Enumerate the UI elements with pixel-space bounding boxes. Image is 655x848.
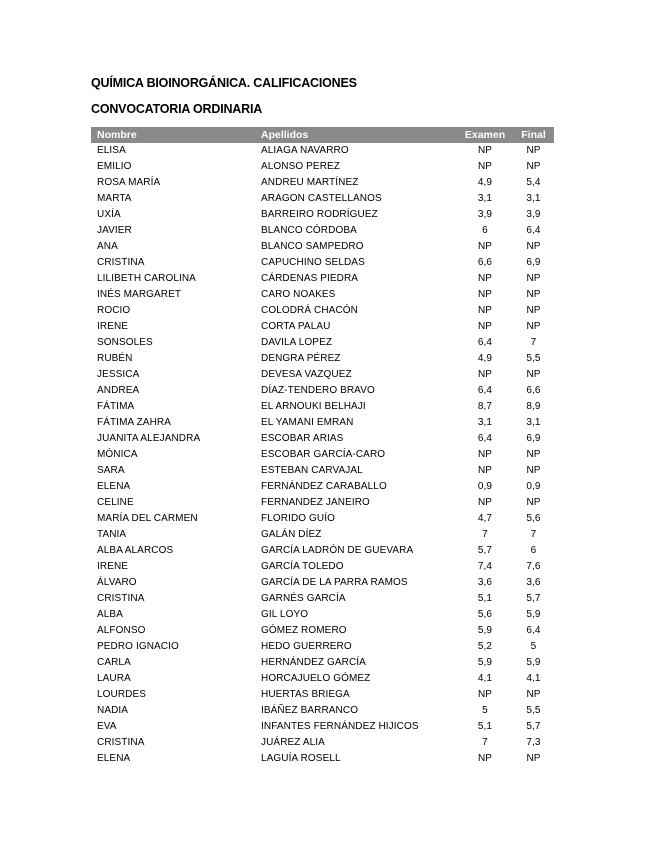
cell-nombre: INÉS MARGARET — [97, 289, 182, 300]
cell-apellidos: CAPUCHINO SELDAS — [261, 257, 365, 268]
cell-apellidos: LAGUÍA ROSELL — [261, 753, 341, 764]
cell-examen: 6,4 — [477, 433, 493, 444]
cell-nombre: LAURA — [97, 673, 131, 684]
cell-final: 4,1 — [526, 673, 541, 684]
header-final: Final — [521, 129, 546, 141]
table-row — [91, 367, 554, 383]
cell-nombre: NADIA — [97, 705, 129, 716]
cell-examen: 5,7 — [477, 545, 493, 556]
header-apellidos: Apellidos — [261, 129, 309, 141]
table-row — [91, 479, 554, 495]
cell-final: 5 — [530, 641, 537, 652]
cell-nombre: PEDRO IGNACIO — [97, 641, 179, 652]
cell-final: NP — [526, 241, 541, 252]
table-row — [91, 607, 554, 623]
cell-final: 6,4 — [526, 225, 541, 236]
table-row — [91, 287, 554, 303]
cell-final: 5,9 — [526, 609, 541, 620]
cell-apellidos: JUÁREZ ALIA — [261, 737, 325, 748]
table-row — [91, 207, 554, 223]
cell-nombre: ANDREA — [97, 385, 140, 396]
table-row — [91, 223, 554, 239]
cell-apellidos: CÁRDENAS PIEDRA — [261, 273, 359, 284]
cell-final: 8,9 — [526, 401, 541, 412]
table-row — [91, 159, 554, 175]
table-row — [91, 735, 554, 751]
cell-final: 6 — [530, 545, 537, 556]
cell-apellidos: HEDO GUERRERO — [261, 641, 352, 652]
table-row — [91, 319, 554, 335]
document-subtitle: CONVOCATORIA ORDINARIA — [91, 102, 263, 116]
cell-apellidos: DAVILA LOPEZ — [261, 337, 333, 348]
cell-final: NP — [526, 369, 541, 380]
cell-nombre: MARTA — [97, 193, 132, 204]
cell-final: 6,9 — [526, 433, 541, 444]
cell-final: 6,4 — [526, 625, 541, 636]
table-row — [91, 543, 554, 559]
grades-table — [91, 127, 554, 767]
cell-examen: 3,9 — [477, 209, 493, 220]
cell-final: 3,9 — [526, 209, 541, 220]
cell-nombre: LOURDES — [97, 689, 147, 700]
cell-nombre: CELINE — [97, 497, 134, 508]
cell-final: 6,9 — [526, 257, 541, 268]
cell-apellidos: GALÁN DÍEZ — [261, 529, 322, 540]
cell-apellidos: DEVESA VAZQUEZ — [261, 369, 352, 380]
cell-apellidos: BLANCO CÓRDOBA — [261, 225, 357, 236]
cell-examen: NP — [477, 145, 493, 156]
cell-nombre: CARLA — [97, 657, 131, 668]
cell-apellidos: FERNÁNDEZ CARABALLO — [261, 481, 387, 492]
table-row — [91, 191, 554, 207]
cell-nombre: EVA — [97, 721, 117, 732]
cell-apellidos: CORTA PALAU — [261, 321, 331, 332]
cell-final: 7 — [530, 337, 537, 348]
cell-examen: 4,7 — [477, 513, 493, 524]
cell-final: 3,1 — [526, 417, 541, 428]
cell-final: 7,3 — [526, 737, 541, 748]
cell-examen: 8,7 — [477, 401, 493, 412]
cell-nombre: RUBÉN — [97, 353, 133, 364]
table-row — [91, 383, 554, 399]
cell-nombre: JESSICA — [97, 369, 140, 380]
cell-apellidos: IBÁÑEZ BARRANCO — [261, 705, 359, 716]
cell-final: NP — [526, 161, 541, 172]
table-row — [91, 719, 554, 735]
cell-final: 6,6 — [526, 385, 541, 396]
document-title: QUÍMICA BIOINORGÁNICA. CALIFICACIONES — [91, 76, 357, 90]
cell-examen: 5 — [482, 705, 488, 716]
cell-final: 5,5 — [526, 353, 541, 364]
cell-nombre: IRENE — [97, 321, 129, 332]
cell-nombre: ALFONSO — [97, 625, 146, 636]
cell-nombre: ELENA — [97, 753, 131, 764]
cell-final: NP — [526, 289, 541, 300]
cell-final: NP — [526, 753, 541, 764]
cell-nombre: CRISTINA — [97, 737, 145, 748]
cell-nombre: TANIA — [97, 529, 127, 540]
cell-examen: NP — [477, 465, 493, 476]
cell-examen: 3,6 — [477, 577, 493, 588]
table-row — [91, 639, 554, 655]
table-row — [91, 351, 554, 367]
table-row — [91, 751, 554, 767]
cell-nombre: JAVIER — [97, 225, 132, 236]
header-nombre: Nombre — [97, 129, 137, 141]
cell-nombre: CRISTINA — [97, 593, 145, 604]
cell-nombre: IRENE — [97, 561, 129, 572]
table-row — [91, 495, 554, 511]
table-row — [91, 143, 554, 159]
cell-apellidos: BLANCO SAMPEDRO — [261, 241, 364, 252]
cell-apellidos: FERNANDEZ JANEIRO — [261, 497, 370, 508]
cell-final: NP — [526, 497, 541, 508]
cell-apellidos: EL YAMANI EMRAN — [261, 417, 354, 428]
table-row — [91, 687, 554, 703]
cell-apellidos: ESCOBAR ARIAS — [261, 433, 344, 444]
table-row — [91, 527, 554, 543]
cell-examen: NP — [477, 321, 493, 332]
table-row — [91, 399, 554, 415]
cell-examen: NP — [477, 753, 493, 764]
cell-nombre: JUANITA ALEJANDRA — [97, 433, 201, 444]
cell-nombre: CRISTINA — [97, 257, 145, 268]
table-row — [91, 335, 554, 351]
cell-nombre: ROSA MARÍA — [97, 177, 161, 188]
cell-apellidos: ESTEBAN CARVAJAL — [261, 465, 363, 476]
cell-apellidos: GÓMEZ ROMERO — [261, 625, 347, 636]
cell-examen: 6 — [482, 225, 488, 236]
cell-examen: 4,9 — [477, 353, 493, 364]
cell-examen: 7 — [482, 737, 488, 748]
cell-examen: NP — [477, 369, 493, 380]
cell-examen: 5,6 — [477, 609, 493, 620]
table-row — [91, 591, 554, 607]
table-row — [91, 255, 554, 271]
cell-apellidos: ARAGON CASTELLANOS — [261, 193, 382, 204]
cell-final: 3,6 — [526, 577, 541, 588]
table-row — [91, 431, 554, 447]
cell-apellidos: ANDREU MARTÍNEZ — [261, 177, 359, 188]
cell-apellidos: EL ARNOUKI BELHAJI — [261, 401, 366, 412]
table-row — [91, 271, 554, 287]
cell-examen: 5,9 — [477, 657, 493, 668]
cell-apellidos: ALIAGA NAVARRO — [261, 145, 349, 156]
cell-apellidos: DÍAZ-TENDERO BRAVO — [261, 385, 375, 396]
cell-examen: 7,4 — [477, 561, 493, 572]
cell-nombre: FÁTIMA — [97, 401, 135, 412]
table-row — [91, 415, 554, 431]
cell-nombre: ANA — [97, 241, 118, 252]
cell-nombre: ÁLVARO — [97, 577, 137, 588]
table-row — [91, 447, 554, 463]
table-row — [91, 239, 554, 255]
cell-examen: 4,1 — [477, 673, 493, 684]
cell-apellidos: GARCÍA LADRÓN DE GUEVARA — [261, 545, 414, 556]
table-row — [91, 559, 554, 575]
cell-final: 5,6 — [526, 513, 541, 524]
cell-final: NP — [526, 273, 541, 284]
table-header — [91, 127, 554, 143]
cell-examen: 5,9 — [477, 625, 493, 636]
table-body — [91, 143, 554, 767]
cell-final: NP — [526, 449, 541, 460]
header-examen: Examen — [464, 129, 506, 141]
cell-nombre: ROCIO — [97, 305, 131, 316]
table-row — [91, 575, 554, 591]
cell-apellidos: GARNÉS GARCÍA — [261, 593, 346, 604]
cell-nombre: EMILIO — [97, 161, 132, 172]
header-row — [91, 127, 554, 143]
cell-final: NP — [526, 321, 541, 332]
cell-final: 5,5 — [526, 705, 541, 716]
cell-apellidos: BARREIRO RODRÍGUEZ — [261, 209, 378, 220]
cell-examen: 4,9 — [477, 177, 493, 188]
cell-apellidos: GARCÍA TOLEDO — [261, 561, 344, 572]
cell-examen: NP — [477, 497, 493, 508]
cell-apellidos: GIL LOYO — [261, 609, 309, 620]
cell-final: 5,7 — [526, 721, 541, 732]
cell-nombre: LILIBETH CAROLINA — [97, 273, 196, 284]
cell-examen: NP — [477, 449, 493, 460]
cell-examen: NP — [477, 241, 493, 252]
cell-examen: NP — [477, 689, 493, 700]
cell-examen: NP — [477, 289, 493, 300]
cell-apellidos: CARO NOAKES — [261, 289, 336, 300]
cell-nombre: MÓNICA — [97, 449, 138, 460]
cell-examen: 6,4 — [477, 337, 493, 348]
table-row — [91, 175, 554, 191]
cell-examen: NP — [477, 161, 493, 172]
cell-examen: NP — [477, 273, 493, 284]
table-row — [91, 671, 554, 687]
cell-apellidos: ALONSO PEREZ — [261, 161, 340, 172]
cell-nombre: FÁTIMA ZAHRA — [97, 417, 171, 428]
cell-examen: 3,1 — [477, 193, 493, 204]
cell-final: NP — [526, 689, 541, 700]
cell-final: 5,4 — [526, 177, 541, 188]
cell-apellidos: INFANTES FERNÁNDEZ HIJICOS — [261, 721, 419, 732]
cell-examen: 6,4 — [477, 385, 493, 396]
cell-final: 0,9 — [526, 481, 541, 492]
table-row — [91, 303, 554, 319]
cell-examen: 5,1 — [477, 593, 493, 604]
cell-nombre: SARA — [97, 465, 125, 476]
cell-final: 5,9 — [526, 657, 541, 668]
cell-nombre: SONSOLES — [97, 337, 153, 348]
cell-nombre: ELISA — [97, 145, 126, 156]
cell-apellidos: HERNÁNDEZ GARCÍA — [261, 657, 366, 668]
cell-examen: 5,2 — [477, 641, 493, 652]
table-row — [91, 703, 554, 719]
table-row — [91, 623, 554, 639]
cell-nombre: ALBA ALARCOS — [97, 545, 174, 556]
cell-final: 3,1 — [526, 193, 541, 204]
cell-apellidos: HUERTAS BRIEGA — [261, 689, 350, 700]
cell-nombre: ALBA — [97, 609, 123, 620]
cell-apellidos: COLODRÁ CHACÓN — [261, 305, 358, 316]
cell-final: 7,6 — [526, 561, 541, 572]
cell-apellidos: DENGRA PÉREZ — [261, 353, 341, 364]
table-row — [91, 511, 554, 527]
cell-nombre: MARÍA DEL CARMEN — [97, 513, 198, 524]
cell-final: NP — [526, 465, 541, 476]
cell-examen: 0,9 — [477, 481, 493, 492]
cell-nombre: ELENA — [97, 481, 131, 492]
cell-final: NP — [526, 305, 541, 316]
cell-apellidos: FLORIDO GUÍO — [261, 513, 335, 524]
cell-examen: NP — [477, 305, 493, 316]
table-row — [91, 655, 554, 671]
cell-examen: 7 — [482, 529, 488, 540]
cell-examen: 5,1 — [477, 721, 493, 732]
cell-final: 5,7 — [526, 593, 541, 604]
cell-apellidos: GARCÍA DE LA PARRA RAMOS — [261, 577, 408, 588]
cell-examen: 3,1 — [477, 417, 493, 428]
cell-apellidos: ESCOBAR GARCÍA-CARO — [261, 449, 386, 460]
cell-nombre: UXÍA — [97, 209, 121, 220]
cell-final: 7 — [530, 529, 537, 540]
table-row — [91, 463, 554, 479]
cell-apellidos: HORCAJUELO GÓMEZ — [261, 673, 371, 684]
cell-final: NP — [526, 145, 541, 156]
cell-examen: 6,6 — [477, 257, 493, 268]
